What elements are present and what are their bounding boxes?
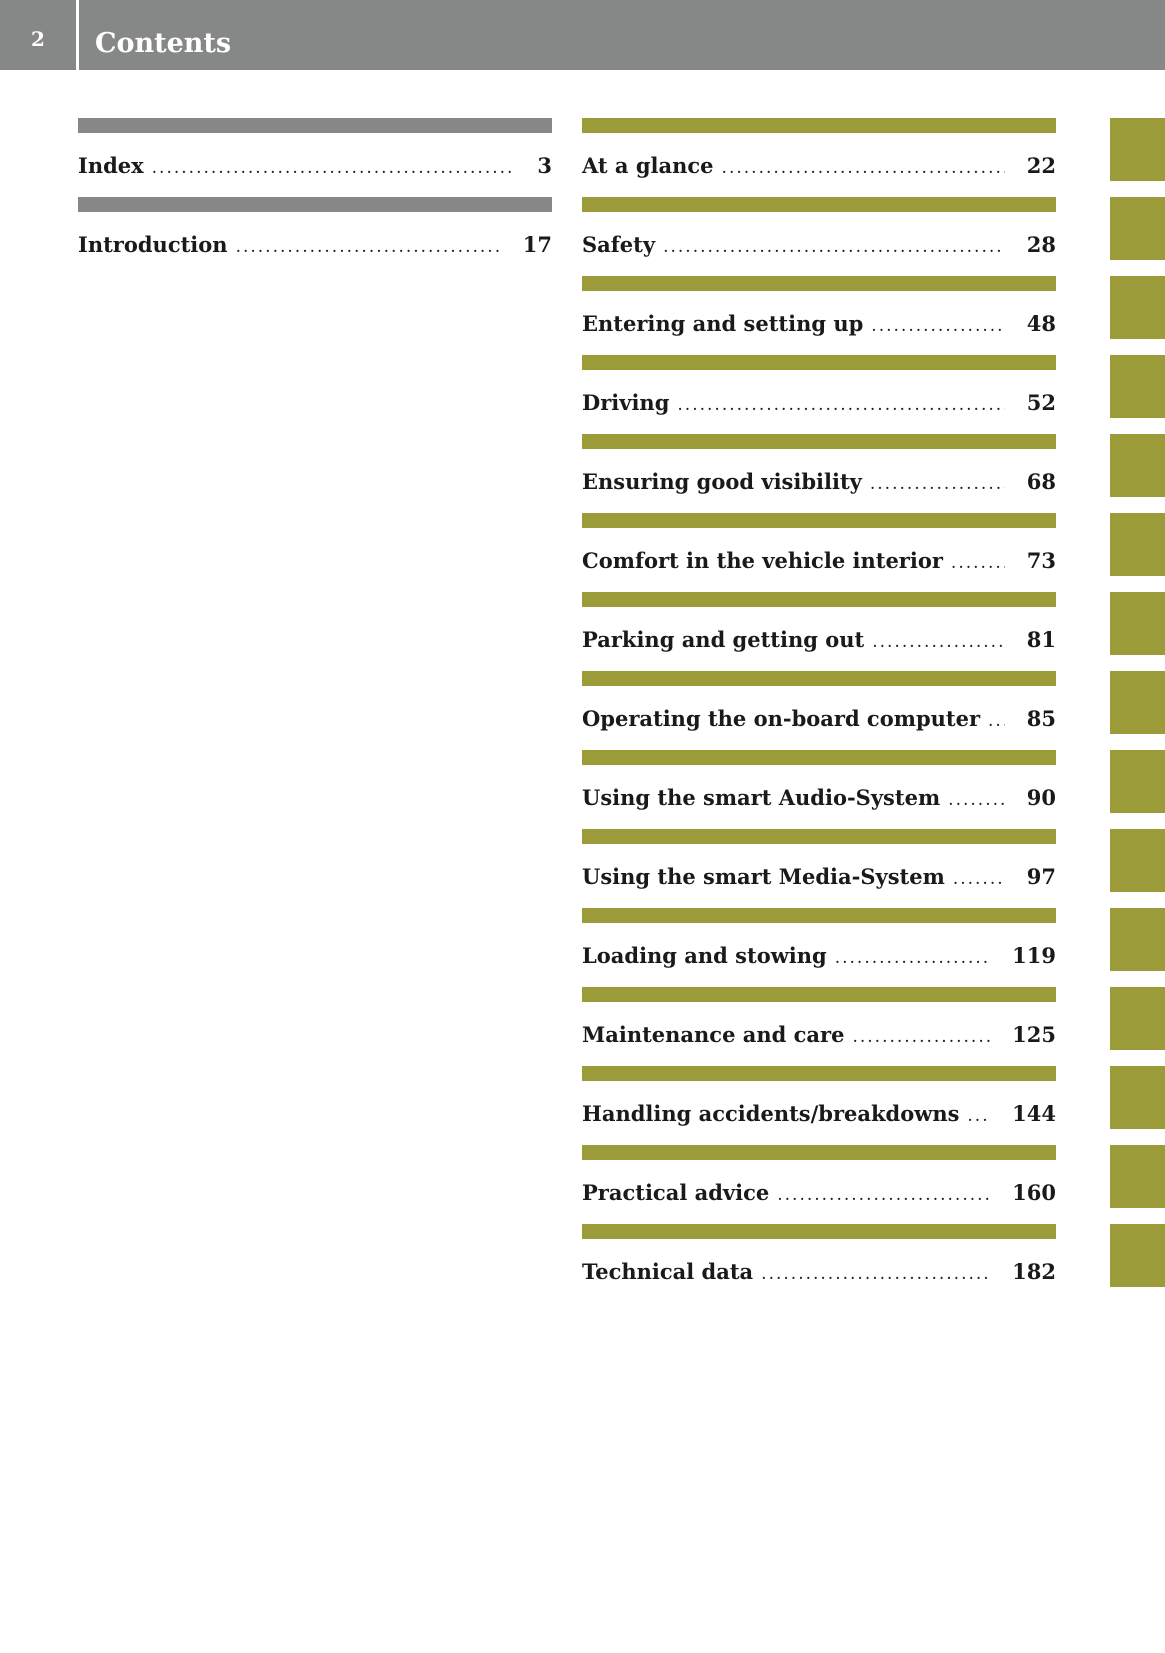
toc-entry-label: Comfort in the vehicle interior xyxy=(582,548,943,573)
toc-entry-label: Using the smart Media-System xyxy=(582,864,945,889)
toc-entry-page: 3 xyxy=(537,153,552,178)
section-tab[interactable] xyxy=(1110,671,1165,734)
toc-entry-practical-advice[interactable] xyxy=(582,1145,1056,1224)
page-title: Contents xyxy=(95,28,232,59)
leader-dots xyxy=(852,1029,990,1046)
leader-dots xyxy=(948,792,1005,809)
section-tab[interactable] xyxy=(1110,1066,1165,1129)
toc-entry-page: 81 xyxy=(1026,627,1056,652)
toc-entry-using-the-smart-media-system[interactable] xyxy=(582,829,1056,908)
section-bar xyxy=(582,908,1056,923)
section-bar xyxy=(78,118,552,133)
toc-entry-label: At a glance xyxy=(582,153,714,178)
section-tab[interactable] xyxy=(1110,908,1165,971)
toc-entry-comfort-in-the-vehicle-interior[interactable] xyxy=(582,513,1056,592)
toc-entry-ensuring-good-visibility[interactable] xyxy=(582,434,1056,513)
toc-entry-label: Maintenance and care xyxy=(582,1022,845,1047)
toc-entry-page: 17 xyxy=(522,232,552,257)
toc-entry-label: Using the smart Audio-System xyxy=(582,785,941,810)
toc-entry-page: 28 xyxy=(1026,232,1056,257)
toc-entry-label: Technical data xyxy=(582,1259,754,1284)
toc-entry-label: Operating the on-board computer xyxy=(582,706,981,731)
toc-entry-safety[interactable] xyxy=(582,197,1056,276)
leader-dots xyxy=(967,1108,990,1125)
toc-entry-page: 90 xyxy=(1026,785,1056,810)
section-tab[interactable] xyxy=(1110,434,1165,497)
section-tab[interactable] xyxy=(1110,118,1165,181)
section-bar xyxy=(582,276,1056,291)
section-bar xyxy=(582,1145,1056,1160)
toc-entry-label: Entering and setting up xyxy=(582,311,864,336)
leader-dots xyxy=(777,1187,990,1204)
toc-entry-index[interactable] xyxy=(78,118,552,197)
section-bar xyxy=(582,197,1056,212)
section-bar xyxy=(582,355,1056,370)
leader-dots xyxy=(663,239,1005,256)
toc-entry-operating-the-on-board-computer[interactable] xyxy=(582,671,1056,750)
section-bar xyxy=(582,592,1056,607)
section-bar xyxy=(582,1066,1056,1081)
section-bar xyxy=(582,829,1056,844)
page-header xyxy=(0,0,1165,70)
leader-dots xyxy=(677,397,1004,414)
toc-entry-label: Loading and stowing xyxy=(582,943,827,968)
toc-entry-entering-and-setting-up[interactable] xyxy=(582,276,1056,355)
toc-entry-page: 48 xyxy=(1026,311,1056,336)
toc-entry-page: 182 xyxy=(1012,1259,1056,1284)
toc-entry-page: 52 xyxy=(1026,390,1056,415)
toc-entry-label: Ensuring good visibility xyxy=(582,469,862,494)
toc-entry-driving[interactable] xyxy=(582,355,1056,434)
section-bar xyxy=(582,118,1056,133)
section-bar xyxy=(582,671,1056,686)
leader-dots xyxy=(953,871,1005,888)
toc-entry-label: Introduction xyxy=(78,232,228,257)
toc-right-column xyxy=(582,118,1056,1303)
toc-entry-maintenance-and-care[interactable] xyxy=(582,987,1056,1066)
toc-entry-label: Driving xyxy=(582,390,670,415)
toc-entry-label: Safety xyxy=(582,232,656,257)
toc-entry-page: 22 xyxy=(1026,153,1056,178)
section-tab[interactable] xyxy=(1110,1224,1165,1287)
page-number: 2 xyxy=(31,27,45,51)
section-tab[interactable] xyxy=(1110,513,1165,576)
toc-entry-page: 160 xyxy=(1012,1180,1056,1205)
leader-dots xyxy=(236,239,501,256)
toc-left-column xyxy=(78,118,552,276)
leader-dots xyxy=(761,1266,990,1283)
toc-entry-using-the-smart-audio-system[interactable] xyxy=(582,750,1056,829)
toc-entry-page: 97 xyxy=(1026,864,1056,889)
section-tab[interactable] xyxy=(1110,987,1165,1050)
leader-dots xyxy=(152,160,516,177)
header-divider xyxy=(76,0,79,70)
toc-entry-loading-and-stowing[interactable] xyxy=(582,908,1056,987)
section-tab[interactable] xyxy=(1110,276,1165,339)
leader-dots xyxy=(872,634,1005,651)
toc-entry-technical-data[interactable] xyxy=(582,1224,1056,1303)
leader-dots xyxy=(871,318,1004,335)
toc-entry-parking-and-getting-out[interactable] xyxy=(582,592,1056,671)
leader-dots xyxy=(951,555,1005,572)
toc-entry-page: 68 xyxy=(1026,469,1056,494)
section-tab[interactable] xyxy=(1110,592,1165,655)
toc-entry-at-a-glance[interactable] xyxy=(582,118,1056,197)
section-tab[interactable] xyxy=(1110,197,1165,260)
section-bar xyxy=(582,750,1056,765)
toc-entry-page: 85 xyxy=(1026,706,1056,731)
toc-entry-label: Parking and getting out xyxy=(582,627,865,652)
toc-entry-label: Index xyxy=(78,153,144,178)
section-tab[interactable] xyxy=(1110,355,1165,418)
toc-entry-introduction[interactable] xyxy=(78,197,552,276)
toc-entry-page: 125 xyxy=(1012,1022,1056,1047)
toc-entry-page: 144 xyxy=(1012,1101,1056,1126)
section-tab[interactable] xyxy=(1110,1145,1165,1208)
section-bar xyxy=(582,1224,1056,1239)
toc-entry-page: 73 xyxy=(1026,548,1056,573)
section-bar xyxy=(582,513,1056,528)
toc-entry-handling-accidents-breakdowns[interactable] xyxy=(582,1066,1056,1145)
toc-entry-label: Practical advice xyxy=(582,1180,770,1205)
section-bar xyxy=(582,987,1056,1002)
toc-entry-page: 119 xyxy=(1012,943,1056,968)
section-bar xyxy=(582,434,1056,449)
section-bar xyxy=(78,197,552,212)
section-tab[interactable] xyxy=(1110,750,1165,813)
leader-dots xyxy=(870,476,1005,493)
section-tab[interactable] xyxy=(1110,829,1165,892)
toc-entry-label: Handling accidents/breakdowns xyxy=(582,1101,960,1126)
leader-dots xyxy=(722,160,1005,177)
leader-dots xyxy=(988,713,1005,730)
leader-dots xyxy=(835,950,990,967)
